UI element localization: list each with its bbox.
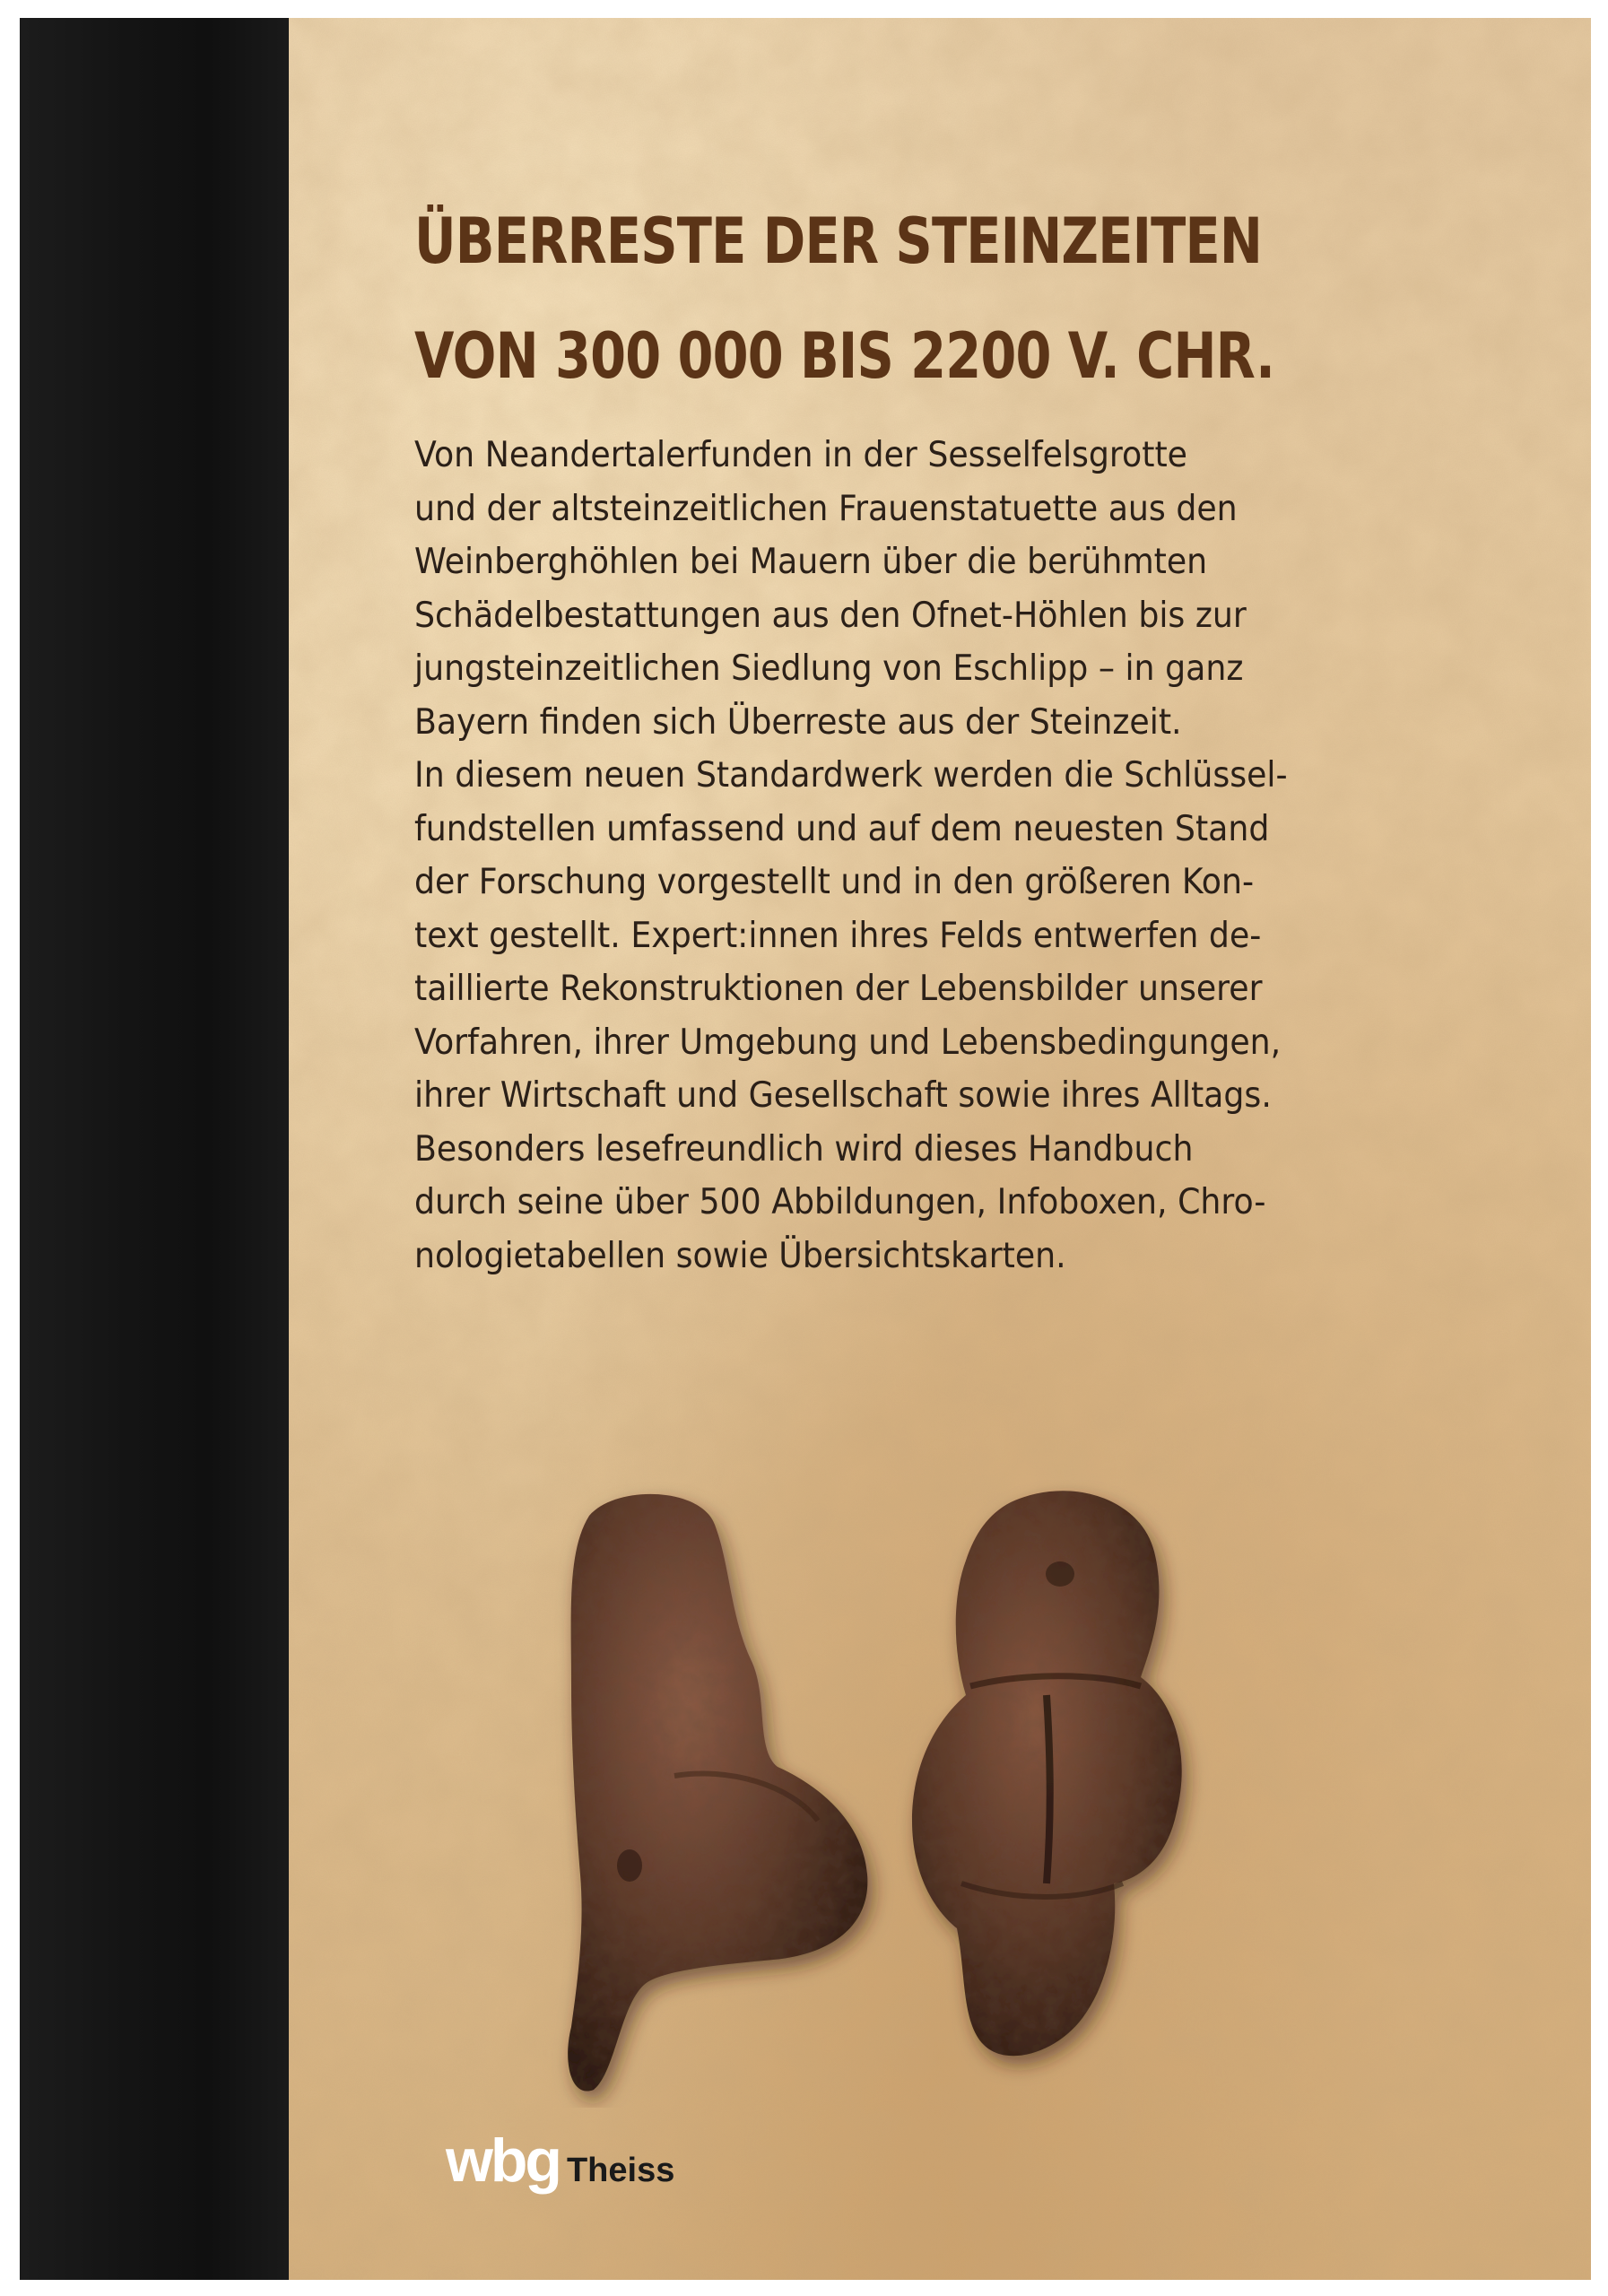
description-line: Schädelbestattungen aus den Ofnet-Höhlen bis zur — [414, 595, 1247, 636]
publisher-logo — [446, 2126, 674, 2224]
description-line: der Forschung vorgestellt und in den größeren Kon- — [414, 862, 1255, 902]
cover-description — [414, 429, 1415, 1283]
description-line: text gestellt. Expert:innen ihres Felds entwerfen de- — [414, 915, 1262, 956]
theiss-imprint: Theiss — [566, 2152, 675, 2189]
description-line: Von Neandertalerfunden in der Sesselfelsgrotte — [414, 435, 1188, 475]
description-line: Vorfahren, ihrer Umgebung und Lebensbedingungen, — [414, 1022, 1282, 1063]
figurine-front-view — [912, 1491, 1182, 2056]
figurine-side-view — [568, 1494, 867, 2092]
description-line: In diesem neuen Standardwerk werden die Schlüssel- — [414, 755, 1288, 796]
back-cover-panel — [289, 18, 1591, 2280]
description-line: Bayern finden sich Überreste aus der Steinzeit. — [414, 701, 1182, 743]
book-spine — [20, 18, 289, 2280]
description-line: Weinberghöhlen bei Mauern über die berühmten — [414, 542, 1208, 582]
wbg-logo: wbg — [446, 2126, 560, 2195]
description-line: jungsteinzeitlichen Siedlung von Eschlipp – in ganz — [414, 648, 1244, 689]
cover-headline — [414, 184, 1297, 413]
description-line: nologietabellen sowie Übersichtskarten. — [414, 1235, 1066, 1276]
description-line: ihrer Wirtschaft und Gesellschaft sowie ihres Alltags. — [414, 1075, 1272, 1116]
description-line: Besonders lesefreundlich wird dieses Handbuch — [414, 1128, 1194, 1170]
description-line: fundstellen umfassend und auf dem neuesten Stand — [414, 808, 1270, 849]
figurine-photo — [522, 1480, 1239, 2108]
headline-line-2: VON 300 000 BIS 2200 V. CHR. — [414, 319, 1275, 393]
description-line: taillierte Rekonstruktionen der Lebensbilder unserer — [414, 969, 1263, 1009]
description-line: durch seine über 500 Abbildungen, Infoboxen, Chro- — [414, 1182, 1266, 1222]
description-line: und der altsteinzeitlichen Frauenstatuette aus den — [414, 488, 1238, 529]
headline-line-1: ÜBERRESTE DER STEINZEITEN — [414, 204, 1263, 278]
